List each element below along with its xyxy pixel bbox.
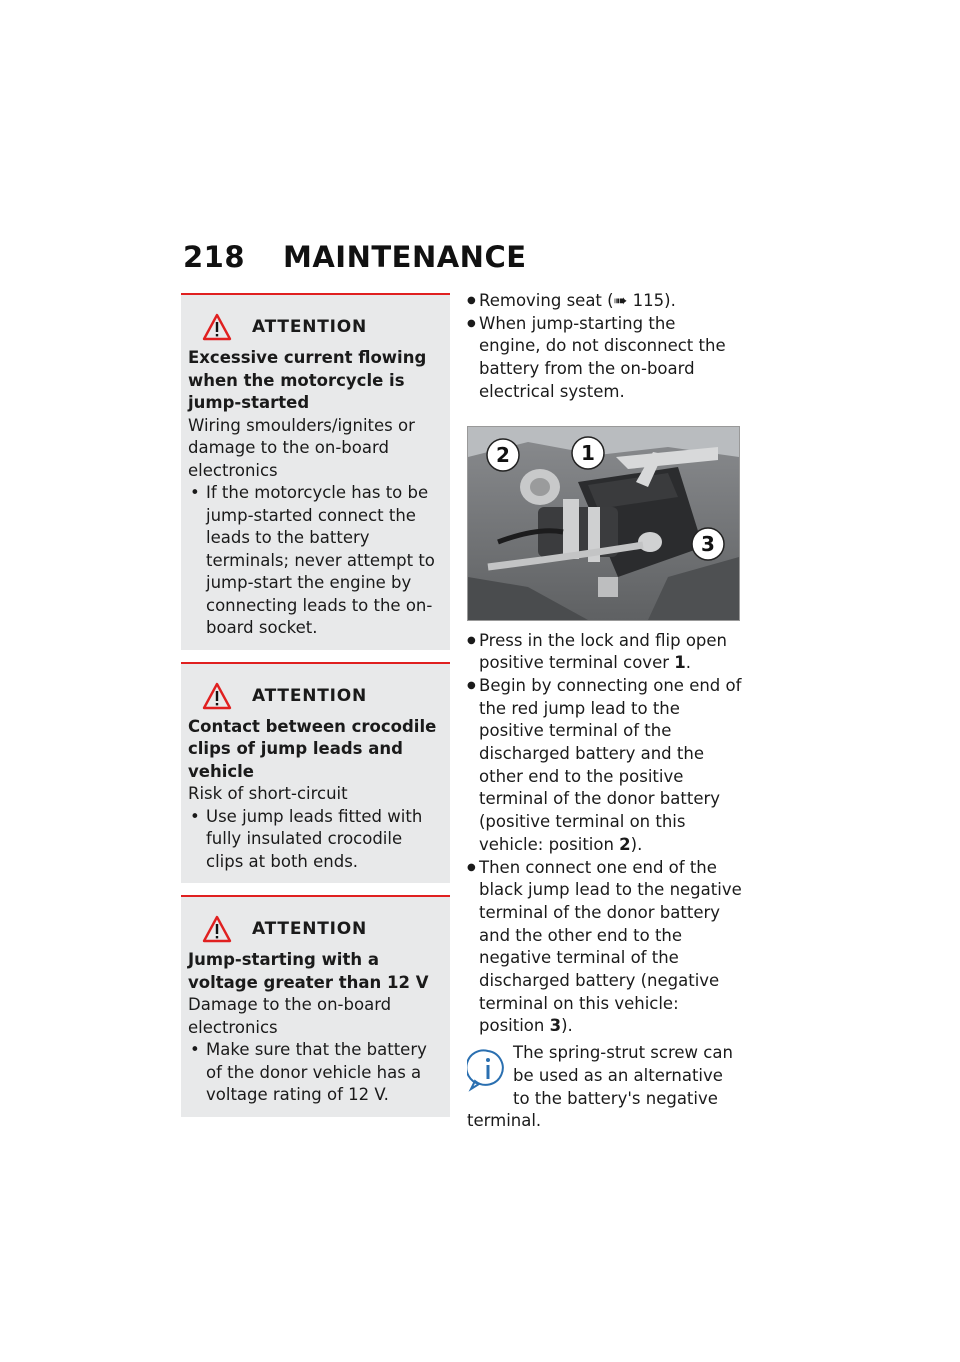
warning-heading [188,676,442,716]
warnings-column [181,293,450,1129]
warning-consequence: Risk of short-circuit [188,784,348,803]
warning-subject: Excessive current flowing when the motorcycle is jump-started [188,348,427,412]
steps-list-top [467,290,742,404]
steps-list-bottom [467,630,742,1039]
procedure-column [467,290,742,1133]
warning-triangle-icon [202,915,232,943]
position-ref: 1 [674,653,686,673]
warning-action: • Use jump leads fitted with fully insulated crocodile clips at both ends. [188,806,442,874]
warning-triangle-icon [202,313,232,341]
section-title: MAINTENANCE [283,240,527,274]
warning-subject: Contact between crocodile clips of jump leads and vehicle [188,716,437,781]
warning-label: ATTENTION [252,317,368,337]
info-note [467,1042,742,1133]
step-connect-black-lead: ● Then connect one end of the black jump lead to the negative terminal of the donor battery and the other end to the negative terminal of the discharged battery (negative terminal on this vehicle: position 3). [467,857,742,1039]
warning-box-current [181,293,450,650]
warning-heading [188,909,442,949]
battery-photo [467,426,740,621]
step-keep-battery-connected: ● When jump-starting the engine, do not disconnect the battery from the on-board electrical system. [467,313,742,404]
position-ref: 2 [619,834,631,854]
info-note-text: The spring-strut screw can be used as an alternative to the battery's negative terminal. [467,1043,733,1131]
step-remove-seat: ● Removing seat (➠ 115). [467,290,742,313]
position-ref: 3 [549,1016,562,1036]
warning-heading [188,307,442,347]
info-icon [467,1048,509,1092]
warning-action: • If the motorcycle has to be jump-started connect the leads to the battery terminals; never attempt to jump-start the engine by connecting leads to the on-board socket. [188,482,442,640]
page-reference[interactable]: 115 [632,291,665,310]
step-open-terminal-cover: ● Press in the lock and flip open positive terminal cover 1. [467,630,742,675]
page-reference-arrow-icon: ➠ [613,291,633,310]
callout-2: 2 [496,442,510,467]
warning-label: ATTENTION [252,919,368,939]
warning-subject: Jump-starting with a voltage greater than 12 V [188,950,429,992]
page-number: 218 [183,240,246,274]
warning-box-clips [181,662,450,884]
warning-label: ATTENTION [252,685,368,706]
callout-3: 3 [701,531,715,556]
warning-consequence: Damage to the on-board electronics [188,995,392,1037]
warning-triangle-icon [202,682,232,710]
step-connect-red-lead: ● Begin by connecting one end of the red jump lead to the positive terminal of the discharged battery and the other end to the positive terminal of the donor battery (positive terminal on this vehicle: position 2). [467,675,742,857]
callout-1: 1 [581,440,595,465]
warning-action: • Make sure that the battery of the donor vehicle has a voltage rating of 12 V. [188,1039,442,1107]
page-header [183,240,527,274]
warning-box-voltage [181,895,450,1117]
warning-consequence: Wiring smoulders/ignites or damage to the on-board electronics [188,415,415,480]
